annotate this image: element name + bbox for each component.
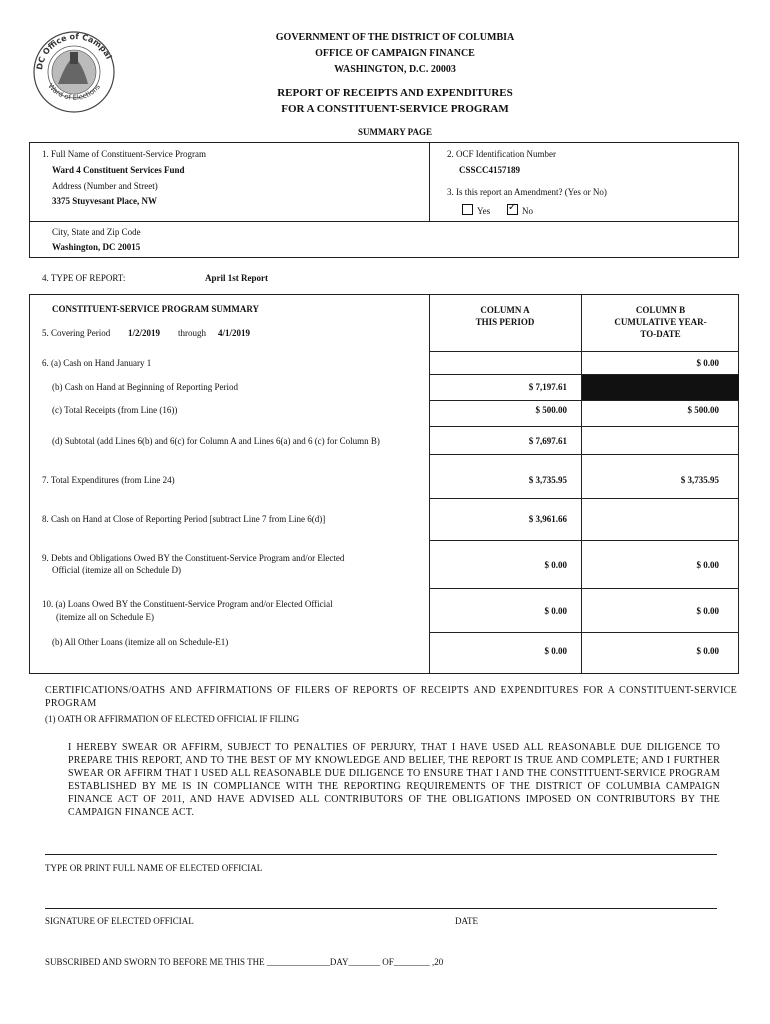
row-10b-col-a: $ 0.00 [544, 646, 567, 656]
blacked-out-cell [582, 375, 739, 400]
period-to: 4/1/2019 [218, 328, 251, 338]
office-seal [28, 18, 120, 118]
period-from: 1/2/2019 [128, 328, 161, 338]
amendment-label: 3. Is this report an Amendment? (Yes or No) [447, 187, 607, 197]
row-8-col-a: $ 3,961.66 [528, 514, 567, 524]
summary-title: CONSTITUENT-SERVICE PROGRAM SUMMARY [52, 304, 260, 314]
row-6a-col-b: $ 0.00 [696, 358, 719, 368]
row-10a-label: 10. (a) Loans Owed BY the Constituent-Service Program and/or Elected Official [42, 599, 333, 609]
summary-page-title: SUMMARY PAGE [358, 127, 432, 137]
no-label: No [522, 206, 533, 216]
oath-text: I HEREBY SWEAR OR AFFIRM, SUBJECT TO PENALTIES OF PERJURY, THAT I HAVE USED ALL REASONABLE DUE DILIGENCE TO PREPARE THIS REPORT, AND TO THE BEST OF MY KNOWLEDGE AND BELIEF, THE REPORT IS TRUE AND COMPLETE; AND I FURTHER SWEAR OR AFFIRM THAT I USED ALL REASONABLE DUE DILIGENCE TO ENSURE THAT I AND THE CONSTITUENT-SERVICE PROGRAM ESTABLISHED BY ME IS IN COMPLIANCE WITH THE REPORTING REQUIREMENTS OF THE DISTRICT OF COLUMBIA CAMPAIGN FINANCE ACT OF 2011, AND HAVE ADVISED ALL CONTRIBUTORS OF THE OBLIGATIONS IMPOSED ON CONTRIBUTORS BY THE CAMPAIGN FINANCE ACT. [68, 742, 720, 818]
header-line-2: OFFICE OF CAMPAIGN FINANCE [315, 48, 475, 59]
row-6b-col-a: $ 7,197.61 [528, 382, 567, 392]
svg-text:Ward of Elections: Ward of Elections [46, 82, 102, 102]
city-value: Washington, DC 20015 [52, 242, 141, 252]
column-a-header: COLUMN A THIS PERIOD [475, 305, 535, 327]
row-10b-col-b: $ 0.00 [696, 646, 719, 656]
ocf-id-label: 2. OCF Identification Number [447, 149, 556, 159]
row-10a-label-cont: (itemize all on Schedule E) [56, 612, 154, 622]
row-9-col-a: $ 0.00 [544, 560, 567, 570]
program-name-value: Ward 4 Constituent Services Fund [52, 165, 185, 175]
row-6b-label: (b) Cash on Hand at Beginning of Reporting Period [52, 382, 238, 392]
row-9-col-b: $ 0.00 [696, 560, 719, 570]
program-name-label: 1. Full Name of Constituent-Service Program [42, 149, 206, 159]
amendment-yes-option[interactable] [462, 204, 490, 216]
row-6c-col-b: $ 500.00 [687, 405, 719, 415]
row-7-col-a: $ 3,735.95 [528, 475, 567, 485]
name-line-label: TYPE OR PRINT FULL NAME OF ELECTED OFFICIAL [45, 863, 263, 873]
yes-checkbox[interactable] [462, 204, 473, 215]
header-line-3: WASHINGTON, D.C. 20003 [334, 64, 456, 75]
row-10b-label: (b) All Other Loans (itemize all on Schedule-E1) [52, 637, 229, 647]
column-b-header: COLUMN B CUMULATIVE YEAR- TO-DATE [614, 305, 707, 339]
report-type-label: 4. TYPE OF REPORT: [42, 273, 126, 283]
city-label: City, State and Zip Code [52, 227, 141, 237]
row-9-label-cont: Official (itemize all on Schedule D) [52, 565, 182, 575]
row-7-col-b: $ 3,735.95 [680, 475, 719, 485]
report-type-value: April 1st Report [205, 273, 268, 283]
row-6a-label: 6. (a) Cash on Hand January 1 [42, 358, 152, 368]
row-10a-col-a: $ 0.00 [544, 606, 567, 616]
svg-text:DC Office of Campaign Finance: DC Office of Campai [34, 32, 114, 71]
row-8-label: 8. Cash on Hand at Close of Reporting Period [subtract Line 7 from Line 6(d)] [42, 514, 326, 524]
row-6d-label: (d) Subtotal (add Lines 6(b) and 6(c) for Column A and Lines 6(a) and 6 (c) for Column B) [52, 436, 380, 446]
address-value: 3375 Stuyvesant Place, NW [52, 196, 157, 206]
period-through: through [178, 328, 206, 338]
row-6c-label: (c) Total Receipts (from Line (16)) [52, 405, 178, 415]
header-line-1: GOVERNMENT OF THE DISTRICT OF COLUMBIA [275, 32, 515, 43]
sworn-statement: SUBSCRIBED AND SWORN TO BEFORE ME THIS THE ______________DAY_______ OF________ ,20 [45, 957, 444, 967]
row-6d-col-a: $ 7,697.61 [528, 436, 567, 446]
report-title-2: FOR A CONSTITUENT-SERVICE PROGRAM [281, 103, 509, 115]
amendment-no-option[interactable] [507, 204, 533, 216]
yes-label: Yes [477, 206, 491, 216]
date-label: DATE [455, 916, 478, 926]
signature-label: SIGNATURE OF ELECTED OFFICIAL [45, 916, 194, 926]
certifications-heading: CERTIFICATIONS/OATHS AND AFFIRMATIONS OF FILERS OF REPORTS OF RECEIPTS AND EXPENDITURES FOR A CONSTITUENT-SERVICE PROGRAM [45, 685, 737, 709]
row-6c-col-a: $ 500.00 [535, 405, 567, 415]
no-checkbox[interactable] [507, 204, 518, 215]
row-10a-col-b: $ 0.00 [696, 606, 719, 616]
row-9-label: 9. Debts and Obligations Owed BY the Constituent-Service Program and/or Elected [42, 553, 345, 563]
row-7-label: 7. Total Expenditures (from Line 24) [42, 475, 175, 485]
ocf-id-value: CSSCC4157189 [459, 165, 521, 175]
address-label: Address (Number and Street) [52, 181, 158, 191]
report-title-1: REPORT OF RECEIPTS AND EXPENDITURES [277, 87, 513, 99]
oath-title: (1) OATH OR AFFIRMATION OF ELECTED OFFICIAL IF FILING [45, 714, 300, 724]
covering-period-label: 5. Covering Period [42, 328, 111, 338]
